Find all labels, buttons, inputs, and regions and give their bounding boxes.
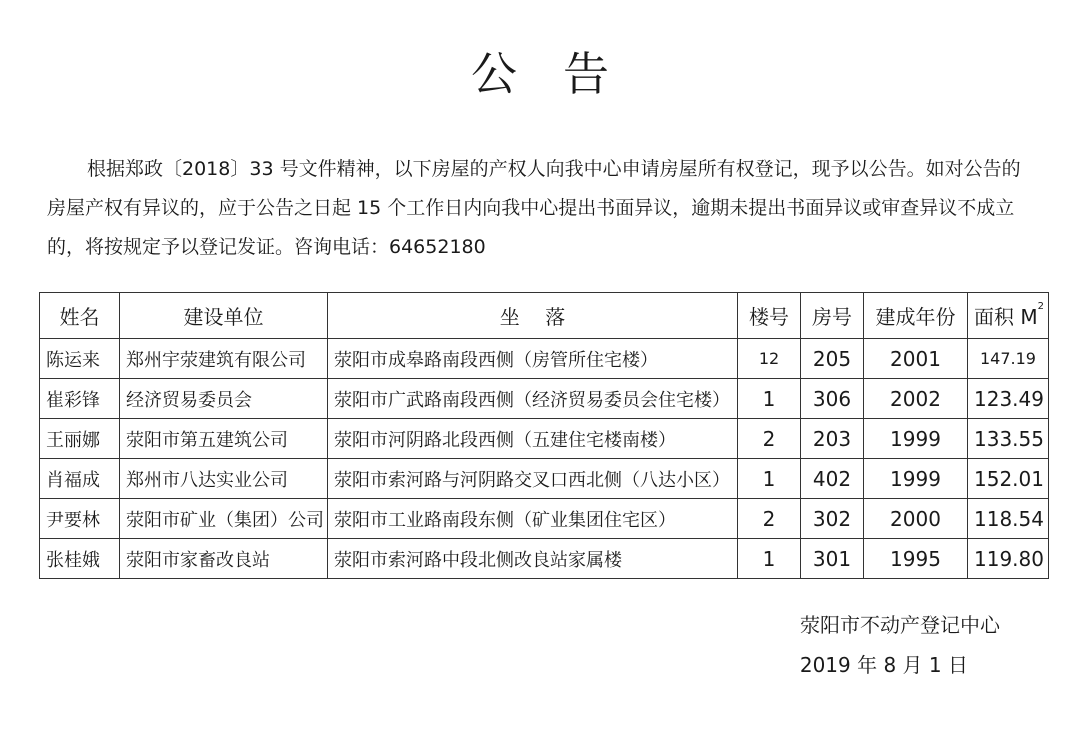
- cell-room: 306: [801, 379, 864, 419]
- cell-year: 1999: [864, 419, 968, 459]
- table-row: [40, 379, 1049, 419]
- cell-location: 荥阳市工业路南段东侧（矿业集团住宅区）: [328, 499, 738, 539]
- cell-name: 崔彩锋: [40, 379, 120, 419]
- cell-location: 荥阳市成皋路南段西侧（房管所住宅楼）: [328, 339, 738, 379]
- cell-location: 荥阳市索河路与河阴路交叉口西北侧（八达小区）: [328, 459, 738, 499]
- cell-room: 302: [801, 499, 864, 539]
- cell-year: 1995: [864, 539, 968, 579]
- cell-area: 118.54: [968, 499, 1049, 539]
- header-building: 楼号: [738, 293, 801, 339]
- cell-location: 荥阳市广武路南段西侧（经济贸易委员会住宅楼）: [328, 379, 738, 419]
- header-builder: 建设单位: [120, 293, 328, 339]
- header-location: 坐 落: [328, 293, 738, 339]
- cell-builder: 郑州宇荥建筑有限公司: [120, 339, 328, 379]
- notice-body: 根据郑政〔2018〕33 号文件精神，以下房屋的产权人向我中心申请房屋所有权登记，现予以公告。如对公告的房屋产权有异议的，应于公告之日起 15 个工作日内向我中心提出书面异议，逾期未提出书面异议或审查异议不成立的，将按规定予以登记发证。咨询电话：64652180: [47, 158, 1021, 258]
- cell-area: 123.49: [968, 379, 1049, 419]
- cell-room: 203: [801, 419, 864, 459]
- cell-area: 152.01: [968, 459, 1049, 499]
- table-row: [40, 539, 1049, 579]
- table-row: [40, 499, 1049, 539]
- header-area: [968, 293, 1049, 339]
- header-room: 房号: [801, 293, 864, 339]
- table-row: [40, 459, 1049, 499]
- cell-building: 1: [738, 539, 801, 579]
- cell-area: 119.80: [968, 539, 1049, 579]
- table-row: [40, 339, 1049, 379]
- cell-builder: 经济贸易委员会: [120, 379, 328, 419]
- cell-building: 1: [738, 379, 801, 419]
- cell-area: 133.55: [968, 419, 1049, 459]
- cell-name: 肖福成: [40, 459, 120, 499]
- cell-name: 张桂娥: [40, 539, 120, 579]
- header-area-label: 面积 M: [974, 305, 1038, 329]
- cell-room: 205: [801, 339, 864, 379]
- cell-name: 王丽娜: [40, 419, 120, 459]
- notice-title: 公告: [471, 47, 655, 101]
- cell-year: 2002: [864, 379, 968, 419]
- cell-room: 301: [801, 539, 864, 579]
- cell-area: 147.19: [968, 339, 1049, 379]
- cell-builder: 荥阳市家畜改良站: [120, 539, 328, 579]
- cell-name: 尹要林: [40, 499, 120, 539]
- cell-year: 2001: [864, 339, 968, 379]
- cell-builder: 荥阳市第五建筑公司: [120, 419, 328, 459]
- cell-year: 1999: [864, 459, 968, 499]
- cell-location: 荥阳市索河路中段北侧改良站家属楼: [328, 539, 738, 579]
- cell-building: 12: [738, 339, 801, 379]
- header-year: 建成年份: [864, 293, 968, 339]
- issuing-organization: 荥阳市不动产登记中心: [800, 613, 1000, 637]
- cell-room: 402: [801, 459, 864, 499]
- cell-building: 1: [738, 459, 801, 499]
- issue-date: 2019 年 8 月 1 日: [799, 653, 968, 677]
- cell-building: 2: [738, 499, 801, 539]
- header-name: 姓名: [40, 293, 120, 339]
- cell-building: 2: [738, 419, 801, 459]
- cell-year: 2000: [864, 499, 968, 539]
- cell-name: 陈运来: [40, 339, 120, 379]
- cell-builder: 荥阳市矿业（集团）公司: [120, 499, 328, 539]
- cell-location: 荥阳市河阴路北段西侧（五建住宅楼南楼）: [328, 419, 738, 459]
- table-row: [40, 419, 1049, 459]
- table-header-row: [40, 293, 1049, 339]
- header-area-sup: 2: [1037, 301, 1044, 312]
- property-table: [39, 292, 1049, 579]
- cell-builder: 郑州市八达实业公司: [120, 459, 328, 499]
